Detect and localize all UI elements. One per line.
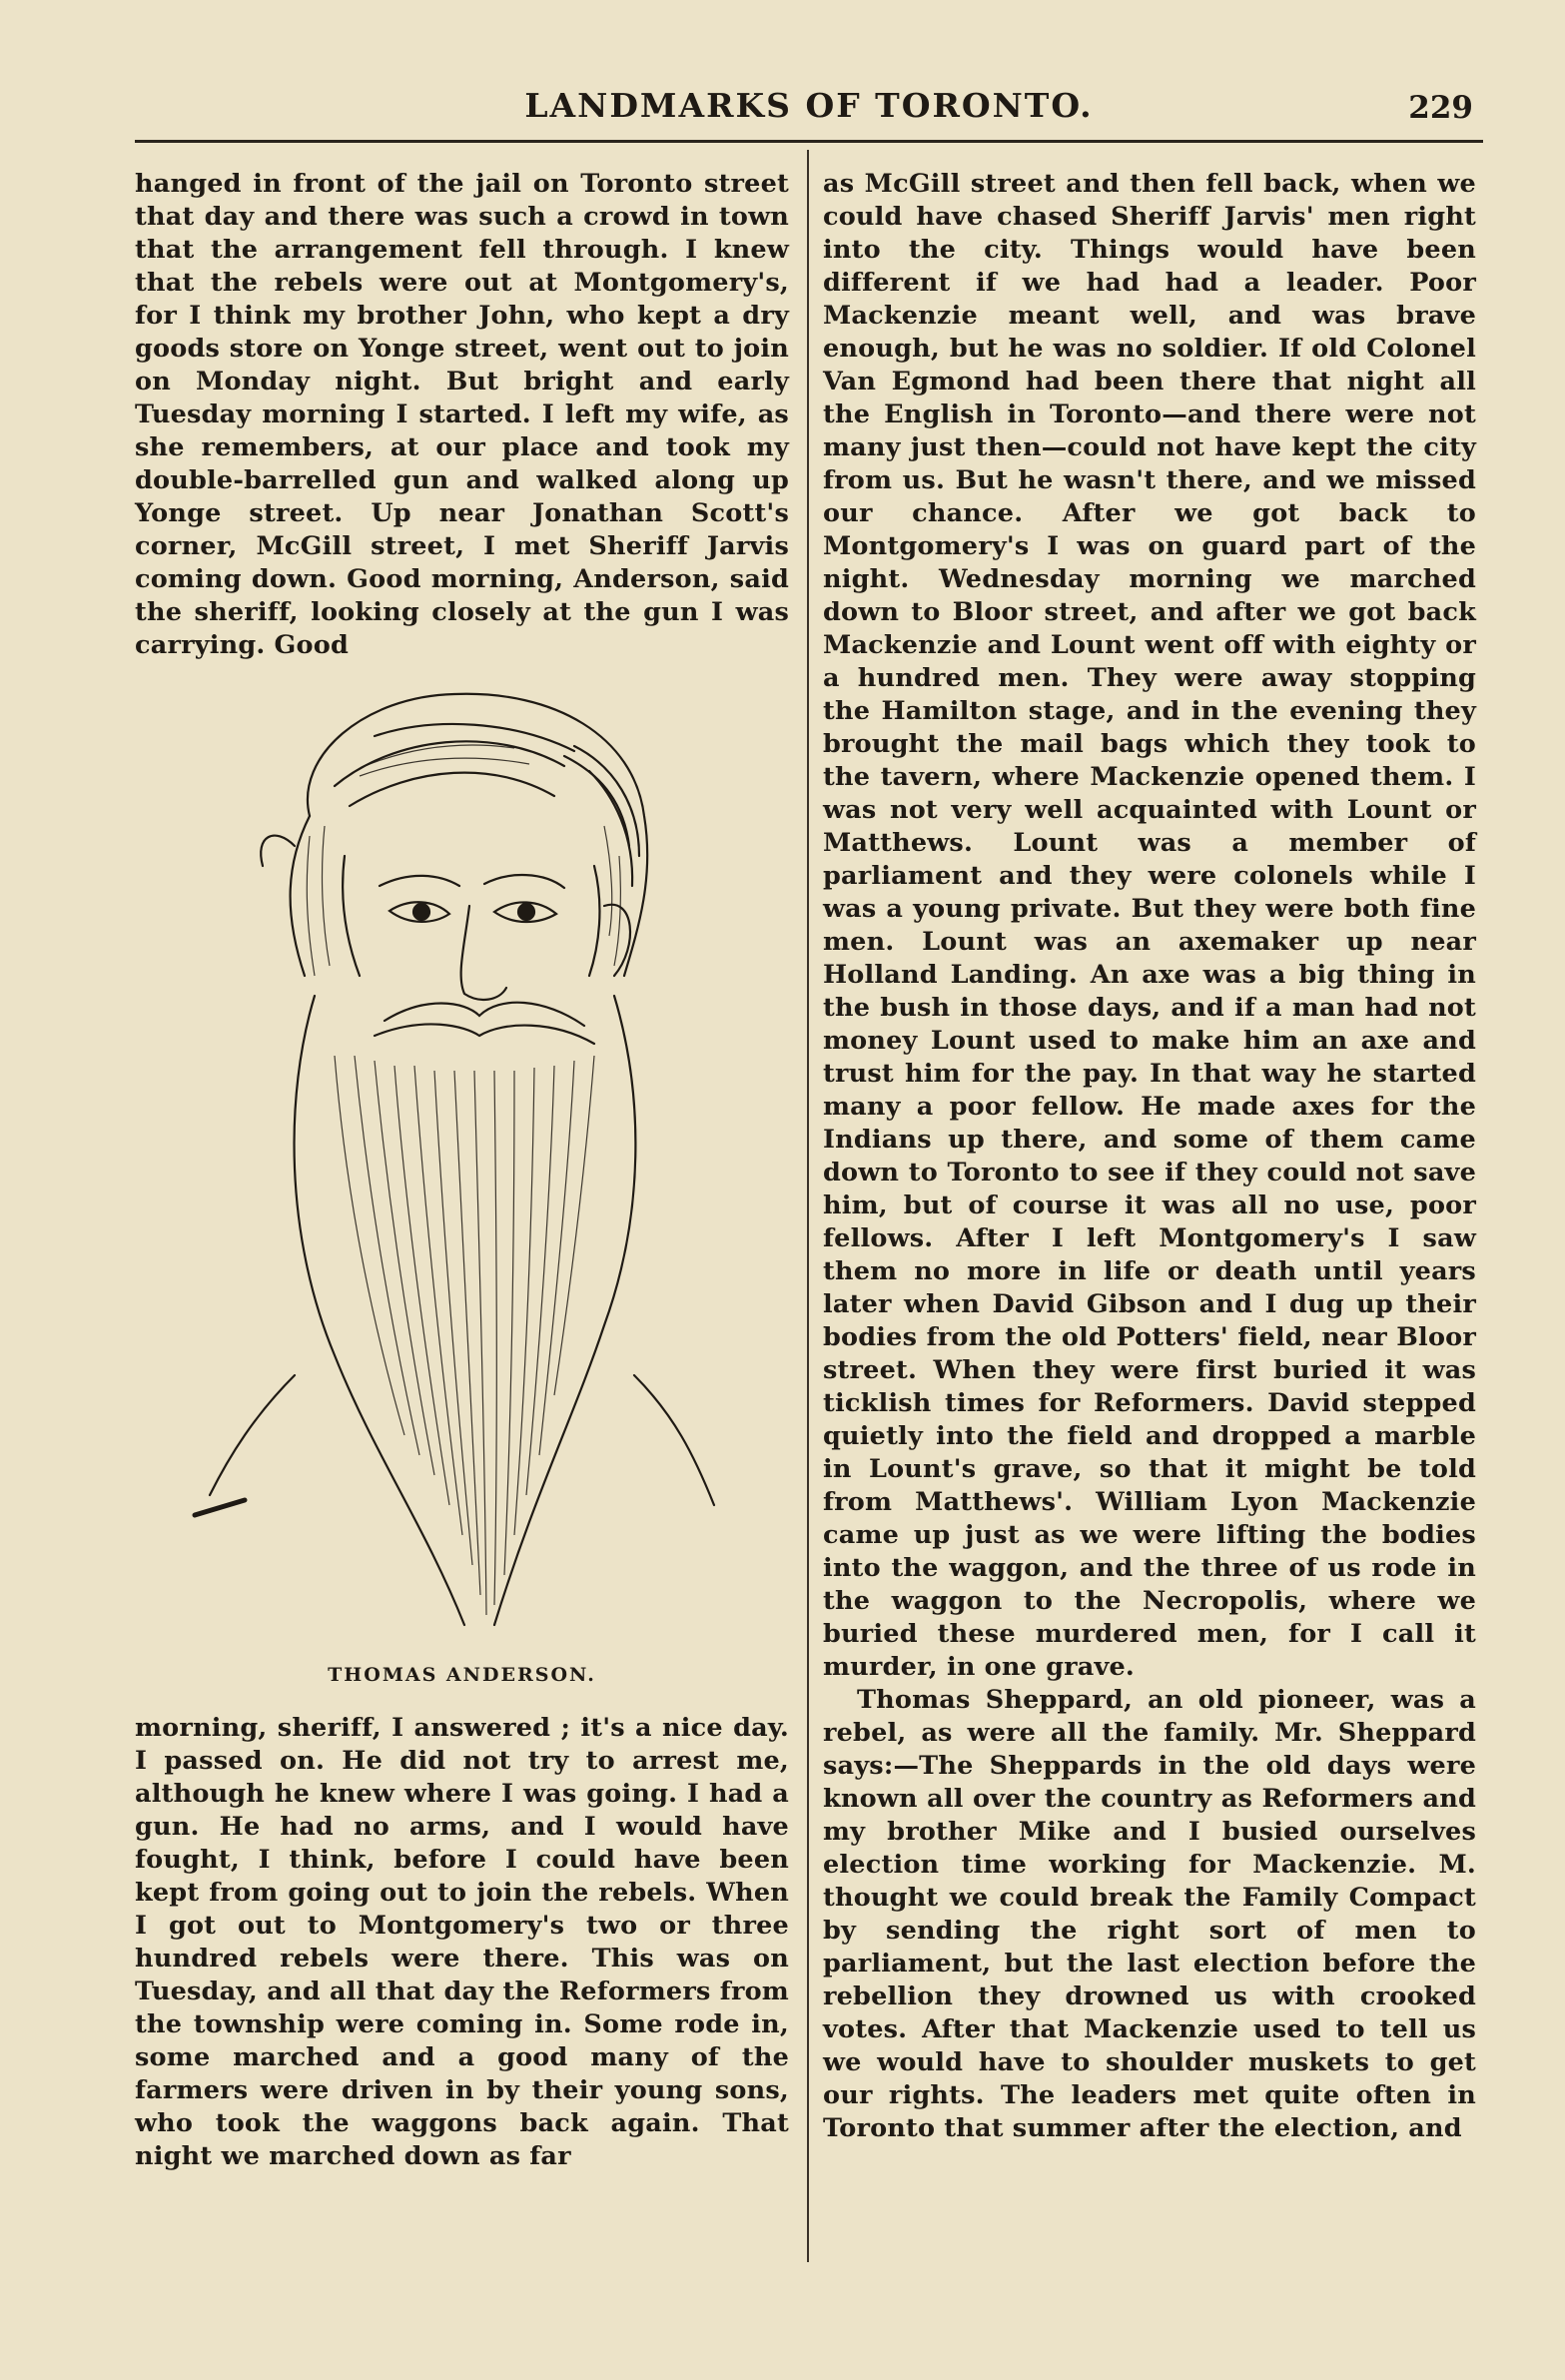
portrait-illustration — [135, 676, 789, 1655]
left-column — [135, 168, 789, 2173]
right-column — [823, 168, 1476, 2145]
paragraph-anderson-continued: morning, sheriff, I answered ; it's a nice day. I passed on. He did not try to arrest me, although he knew where I was going. I had a gun. He had no arms, and I would have fought, I think, before I could have been kept from going out to join the rebels. When I got out to Montgomery's two or three hundred rebels were there. This was on Tuesday, and all that day the Reformers from the township were coming in. Some rode in, some marched and a good many of the farmers were driven in by their young sons, who took the waggons back again. That night we marched down as far — [135, 1713, 789, 2171]
paragraph-anderson-start: hanged in front of the jail on Toronto street that day and there was such a crowd in town that the arrangement fell through. I knew that the rebels were out at Montgomery's, for I think my brother John, who kept a dry goods store on Yonge street, went out to join on Monday night. But bright and early Tuesday morning I started. I left my wife, as she remembers, at our place and took my double-barrelled gun and walked along up Yonge street. Up near Jonathan Scott's corner, McGill street, I met Sheriff Jarvis coming down. Good morning, Anderson, said the sheriff, looking closely at the gun I was carrying. Good — [135, 169, 789, 660]
paragraph-anderson-end: as McGill street and then fell back, when we could have chased Sheriff Jarvis' men right into the city. Things would have been different if we had had a leader. Poor Mackenzie meant well, and was brave enough, but he was no soldier. If old Colonel Van Egmond had been there that night all the English in Toronto—and there were not many just then—could not have kept the city from us. But he wasn't there, and we missed our chance. After we got back to Montgomery's I was on guard part of the night. Wednesday morning we marched down to Bloor street, and after we got back Mackenzie and Lount went off with eighty or a hundred men. They were away stopping the Hamilton stage, and in the evening they brought the mail bags which they took to the tavern, where Mackenzie opened them. I was not very well acquainted with Lount or Matthews. Lount was a member of parliament and they were colonels while I was a young private. But they were both fine men. Lount was an axemaker up near Holland Landing. An axe was a big thing in the bush in those days, and if a man had not money Lount used to make him an axe and trust him for the pay. In that way he started many a poor fellow. He made axes for the Indians up there, and some of them came down to Toronto to see if they could not save him, but of course it was all no use, poor fellows. After I left Montgomery's I saw them no more in life or death until years later when David Gibson and I dug up their bodies from the old Potters' field, near Bloor street. When they were first buried it was ticklish times for Reformers. David stepped quietly into the field and dropped a marble in Lount's grave, so that it might be told from Matthews'. William Lyon Mackenzie came up just as we were lifting the bodies into the waggon, and the three of us rode in the waggon to the Necropolis, where we buried these murdered men, for I call it murder, in one grave. — [823, 169, 1476, 1682]
page-number: 229 — [1408, 90, 1473, 126]
page-header — [135, 80, 1483, 143]
running-title: LANDMARKS OF TORONTO. — [524, 86, 1094, 125]
column-divider — [807, 150, 809, 2262]
portrait-caption: THOMAS ANDERSON. — [328, 1664, 596, 1686]
paragraph-sheppard: Thomas Sheppard, an old pioneer, was a rebel, as were all the family. Mr. Sheppard says:—The Sheppards in the old days were known all over the country as Reformers and my brother Mike and I busied ourselves election time working for Mackenzie. M. thought we could break the Family Compact by sending the right sort of men to parliament, but the last election before the rebellion they drowned us with crooked votes. After that Mackenzie used to tell us we would have to shoulder muskets to get our rights. The leaders met quite often in Toronto that summer after the election, and — [823, 1685, 1476, 2143]
